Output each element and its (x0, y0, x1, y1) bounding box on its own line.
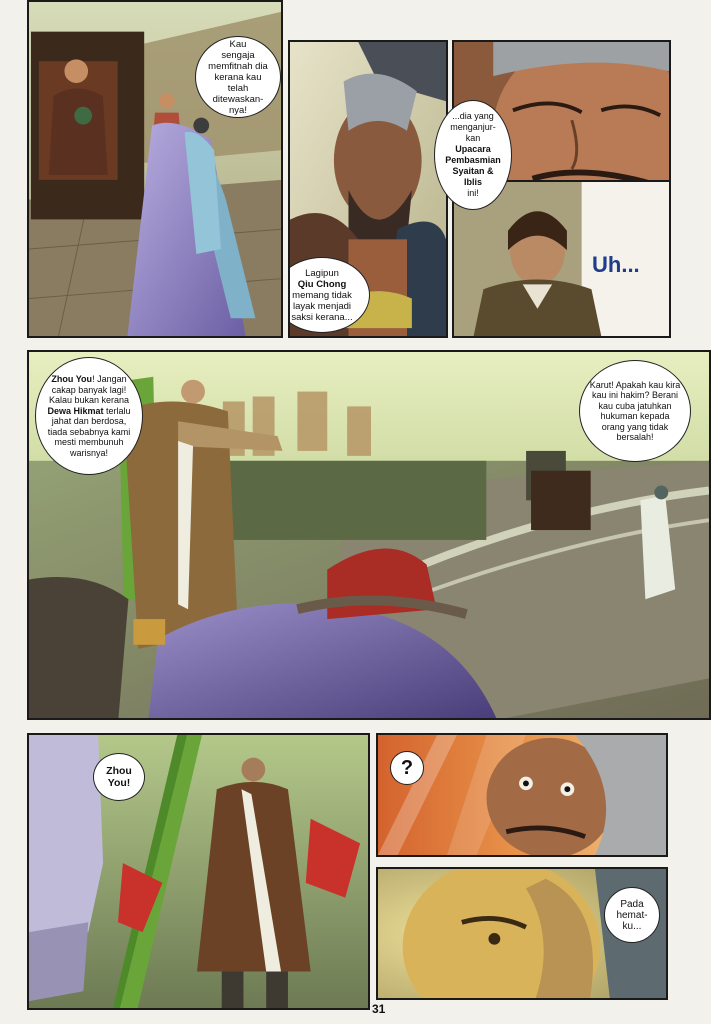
sound-effect-uh: Uh... (592, 252, 640, 277)
bubble-line: ini! (467, 188, 479, 198)
bubble-line: ditewaskan- (212, 93, 264, 105)
panel-elder-speaking (288, 40, 448, 338)
bubble-line: hemat- (616, 909, 648, 921)
speech-bubble-zhou-you-call (93, 753, 145, 801)
page-number: 31 (372, 1002, 386, 1016)
bubble-line: terlalu jahat dan berdosa, tiada sebabnya kami mesti membunuh warisnya! (47, 405, 131, 458)
bubble-line: kerana kau telah (214, 71, 262, 94)
speech-bubble-zhou-you-accuse (35, 357, 143, 475)
speech-bubble-qiu-chong (288, 257, 370, 333)
speech-bubble-ceremony (434, 100, 512, 210)
panel-courtyard-confrontation (27, 350, 711, 720)
zhou-you-illustration (29, 735, 368, 1008)
bubble-line: sengaja (221, 49, 255, 61)
panel-young-man-thinking (376, 867, 668, 1000)
bubble-name: Zhou You (51, 374, 93, 384)
speech-bubble-accusation (195, 36, 281, 118)
bubble-name: Qiu Chong (297, 278, 347, 290)
bubble-line: nya! (229, 104, 247, 116)
bubble-ceremony-name: Upacara Pembasmian Syaitan & Iblis (445, 144, 501, 187)
bubble-line: Pada (620, 898, 644, 910)
speech-bubble-karut (579, 360, 691, 462)
bubble-line: memang tidak layak menjadi saksi kerana... (291, 289, 353, 323)
elder-surprised-illustration (378, 735, 666, 855)
panel-elder-surprised (376, 733, 668, 857)
speech-bubble-question (390, 751, 424, 785)
bubble-line: ...dia yang menganjur-kan (450, 111, 496, 143)
bubble-line: memfitnah dia (208, 60, 268, 72)
bubble-line: ! Jangan cakap banyak lagi! Kalau bukan kerana (48, 374, 130, 405)
bubble-question-mark: ? (400, 756, 414, 779)
panel-zhou-you-standing (27, 733, 370, 1010)
panel-throne-scene (27, 0, 283, 338)
bubble-line: Zhou (106, 765, 132, 777)
bubble-line: You! (107, 777, 131, 789)
bubble-line: Kau (229, 38, 247, 50)
bubble-name: Dewa Hikmat (47, 405, 104, 416)
bubble-line: ku... (622, 920, 642, 932)
speech-bubble-pada-hematku (604, 887, 660, 943)
bubble-line: Lagipun (305, 267, 339, 279)
bubble-line: Karut! Apakah kau kira kau ini hakim? Berani kau cuba jatuhkan hukuman kepada orang yang tidak bersalah! (589, 379, 681, 442)
